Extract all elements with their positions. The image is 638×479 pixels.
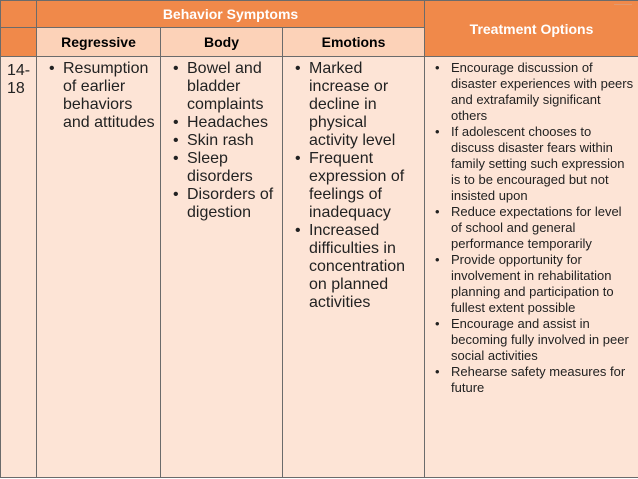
body-list <box>163 60 278 222</box>
list-item: • Encourage discussion of disaster experiences with peers and extrafamily significant others <box>427 60 634 124</box>
age-subheader-cell <box>1 28 37 57</box>
regressive-header: Regressive <box>37 28 161 57</box>
treatment-list <box>427 60 634 396</box>
treatment-options-header: Treatment Options <box>425 1 638 57</box>
behavior-symptoms-header: Behavior Symptoms <box>37 1 425 28</box>
list-item: • Disorders of digestion <box>163 186 278 222</box>
corner-mark <box>614 0 632 5</box>
list-item: • Headaches <box>163 114 278 132</box>
emotions-list <box>285 60 420 312</box>
list-item: • Reduce expectations for level of school and general performance temporarily <box>427 204 634 252</box>
age-range: 14- 18 <box>7 62 31 97</box>
list-item: • If adolescent chooses to discuss disaster fears within family setting such expression is to be encouraged but not insisted upon <box>427 124 634 204</box>
emotions-header: Emotions <box>283 28 425 57</box>
regressive-list <box>39 60 156 132</box>
list-item: • Marked increase or decline in physical activity level <box>285 60 420 150</box>
treatment-cell <box>425 57 638 478</box>
list-item: • Frequent expression of feelings of inadequacy <box>285 150 420 222</box>
list-item: • Skin rash <box>163 132 278 150</box>
list-item: • Rehearse safety measures for future <box>427 364 634 396</box>
regressive-cell <box>37 57 161 478</box>
list-item: • Increased difficulties in concentration on planned activities <box>285 222 420 312</box>
body-header: Body <box>161 28 283 57</box>
list-item: • Resumption of earlier behaviors and attitudes <box>39 60 156 132</box>
age-header-cell <box>1 1 37 28</box>
list-item: • Bowel and bladder complaints <box>163 60 278 114</box>
body-cell <box>161 57 283 478</box>
list-item: • Encourage and assist in becoming fully involved in peer social activities <box>427 316 634 364</box>
list-item: • Provide opportunity for involvement in rehabilitation planning and participation to fullest extent possible <box>427 252 634 316</box>
emotions-cell <box>283 57 425 478</box>
list-item: • Sleep disorders <box>163 150 278 186</box>
age-range-cell <box>1 57 37 478</box>
